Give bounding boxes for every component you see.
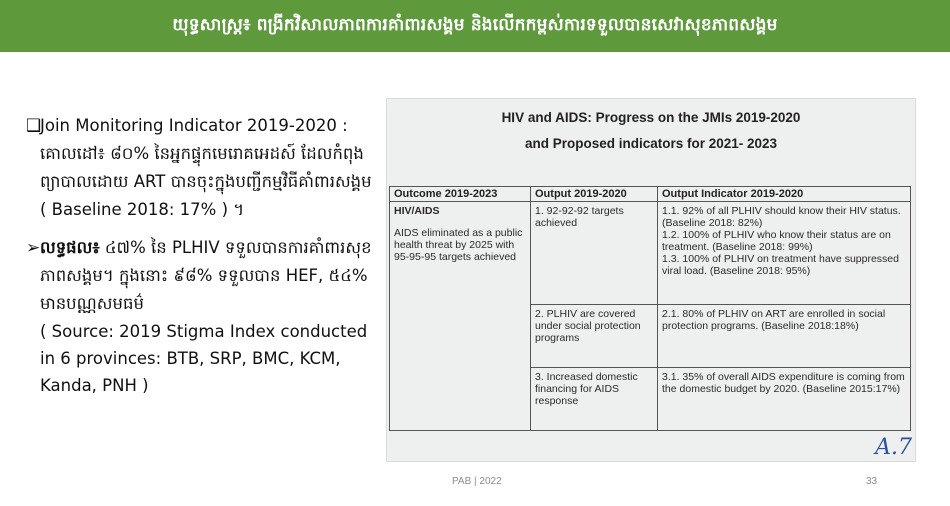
- header-output: Output 2019-2020: [531, 187, 658, 202]
- indicator-line: 1.2. 100% of PLHIV who know their status are on treatment. (Baseline 2018: 99%): [662, 229, 891, 253]
- bullet-jmi: [26, 112, 376, 224]
- indicator-line: 3.1. 35% of overall AIDS expenditure is coming from the domestic budget by 2020. (Baseline 2015:17%): [662, 371, 905, 395]
- signature-mark: A.7: [875, 435, 912, 460]
- header-indicator: Output Indicator 2019-2020: [658, 187, 911, 202]
- indicator-cell: [658, 368, 911, 431]
- result-source: ( Source: 2019 Stigma Index conducted in 6 provinces: BTB, SRP, BMC, KCM, Kanda, PNH ): [40, 322, 368, 395]
- outcome-text: AIDS eliminated as a public health threat by 2025 with 95-95-95 targets achieved: [394, 227, 523, 263]
- jmi-table: [389, 186, 911, 431]
- bullet-jmi-khmer: គោលដៅ៖ ៨០% នៃអ្នកផ្ទុកមេរោគអេដស៍ ដែលកំពុងព្យាបាលដោយ ART បានចុះក្នុងបញ្ជីកម្មវិធីគាំពារសង្គម ( Baseline 2018: 17% ) ។: [40, 144, 372, 219]
- bullet-jmi-title: Join Monitoring Indicator 2019-2020 :: [40, 116, 348, 135]
- result-body: ៤៧% នៃ PLHIV ទទួលបានការគាំពារសុខភាពសង្គម។ ក្នុងនោះ ៩៨% ទទួលបាន HEF, ៥៤% មានបណ្ណសមធម៌: [40, 238, 372, 313]
- doc-title-line1: HIV and AIDS: Progress on the JMIs 2019-2020: [501, 110, 801, 125]
- indicator-cell: [658, 305, 911, 368]
- output-cell: 1. 92-92-92 targets achieved: [531, 202, 658, 305]
- footer-label: PAB | 2022: [452, 476, 502, 487]
- indicator-line: 2.1. 80% of PLHIV on ART are enrolled in social protection programs. (Baseline 2018:18%): [662, 308, 886, 332]
- result-term: លទ្ធផល៖: [40, 238, 100, 257]
- output-cell: 3. Increased domestic financing for AIDS response: [531, 368, 658, 431]
- slide-header: [0, 0, 950, 52]
- outcome-cell: [390, 202, 531, 431]
- bullet-result-text: [40, 234, 376, 399]
- left-text-panel: [26, 112, 376, 399]
- table-header-row: [390, 187, 911, 202]
- output-cell: 2. PLHIV are covered under social protection programs: [531, 305, 658, 368]
- indicator-line: 1.3. 100% of PLHIV on treatment have suppressed viral load. (Baseline 2018: 95%): [662, 253, 899, 277]
- jmi-document-image: [386, 98, 916, 462]
- indicator-cell: [658, 202, 911, 305]
- bullet-result: [26, 234, 376, 399]
- page-number: 33: [866, 476, 878, 487]
- checkbox-square-icon: ❑: [26, 116, 42, 136]
- doc-title-line2: and Proposed indicators for 2021- 2023: [524, 136, 778, 151]
- arrow-bullet-icon: ➢: [26, 238, 41, 258]
- indicator-line: 1.1. 92% of all PLHIV should know their HIV status. (Baseline 2018: 82%): [662, 205, 901, 229]
- header-outcome: Outcome 2019-2023: [390, 187, 531, 202]
- outcome-label: HIV/AIDS: [394, 205, 440, 217]
- slide-title: យុទ្ធសាស្ត្រ៖ ពង្រីកវិសាលភាពការគាំពារសង្គម និងលើកកម្ពស់ការទទួលបានសេវាសុខភាពសង្គម: [172, 14, 778, 35]
- table-row: [390, 202, 911, 305]
- bullet-jmi-text: [40, 112, 376, 224]
